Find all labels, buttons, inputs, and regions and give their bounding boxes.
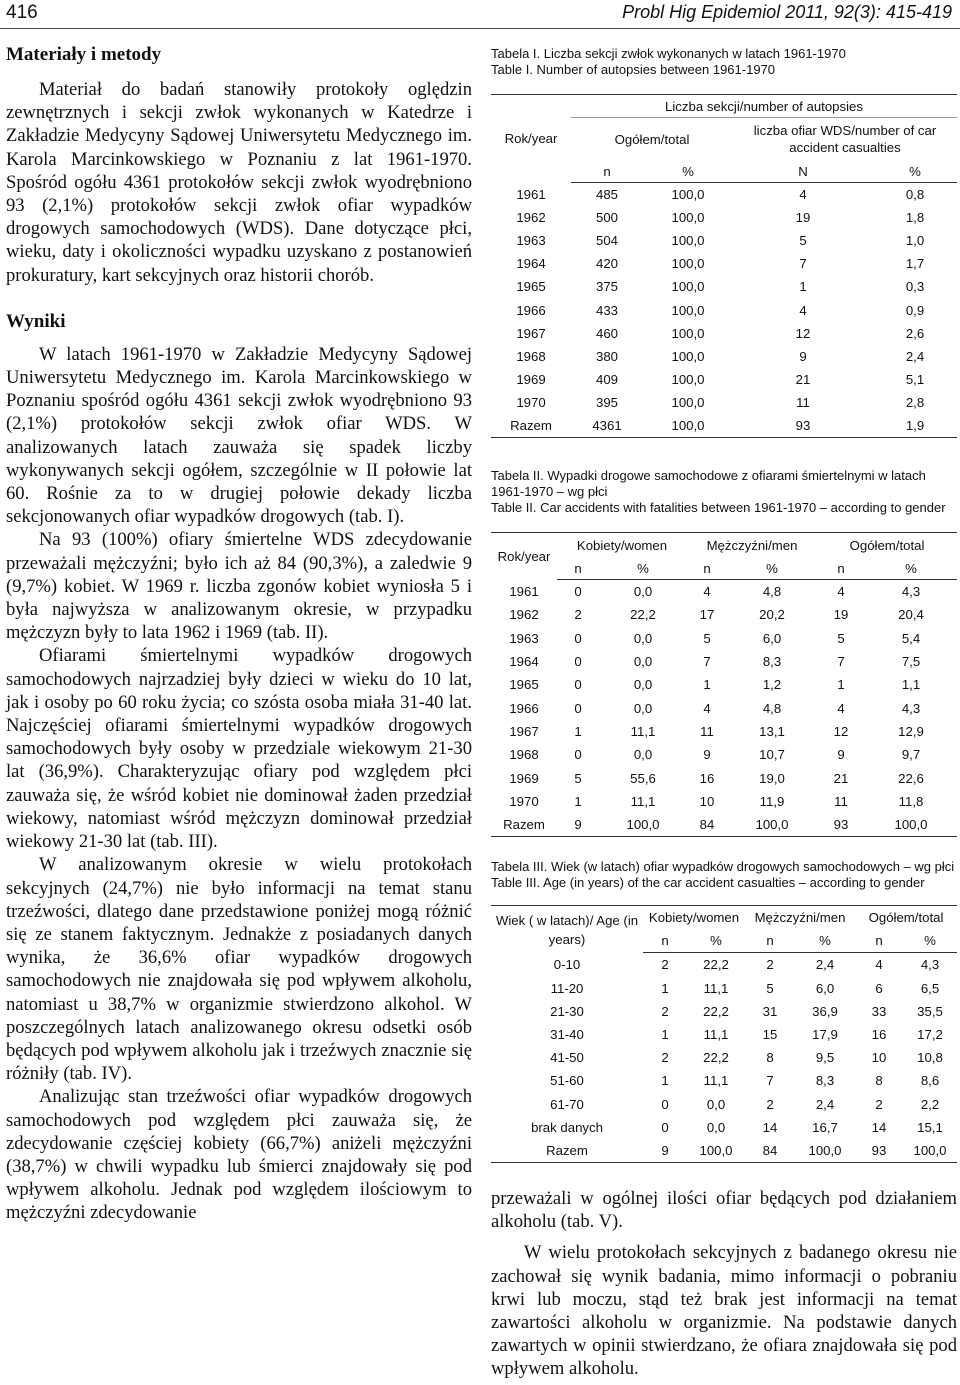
table-2-cell: 0,0	[633, 630, 653, 646]
table-3-cell: 11,1	[703, 1073, 729, 1089]
table-3-cell: 8	[875, 1073, 883, 1089]
right-paragraph-1: przeważali w ogólnej ilości ofiar będących pod działaniem alkoholu (tab. V).	[491, 1187, 957, 1233]
table-3-cell: 6,5	[920, 980, 940, 996]
right-paragraph-2: W wielu protokołach sekcyjnych z badanego okresu nie zachował się wynik badania, mimo informacji o pobraniu krwi lub moczu, stąd też brak jest informacji na temat zawartości alkoholu w organizmie. Na podstawie danych zawartych w opinii stwierdzano, że ofiara znajdowała się pod wpływem alkoholu.	[491, 1242, 957, 1380]
table-3-cell: 1	[661, 1073, 669, 1089]
table-2-cell: 11,1	[630, 723, 656, 739]
table-3-cell: 9,5	[815, 1050, 835, 1066]
table-1-row	[491, 206, 957, 229]
table-1-cell: 11	[796, 394, 810, 410]
table-3-cell: 1	[661, 1026, 669, 1042]
table-3-cell: 0	[661, 1119, 669, 1135]
table-3-cell: 2	[661, 1003, 669, 1019]
table-2-cell: 10,7	[759, 747, 785, 763]
table-2-cell: 4	[837, 700, 845, 716]
table-3-cell: 2,2	[920, 1096, 940, 1112]
page-header	[0, 0, 960, 28]
table-2-cell: 21	[833, 770, 849, 786]
table-3-subheader: n	[643, 928, 687, 953]
header-rule	[0, 28, 960, 29]
table-2-cell: 0,0	[633, 747, 653, 763]
table-3-header-age: Wiek ( w latach)/ Age (in years)	[491, 906, 643, 953]
table-3-cell: 93	[855, 1139, 903, 1163]
results-paragraph-5: Analizując stan trzeźwości ofiar wypadków drogowych samochodowych pod względem płci zauważa się, że zdecydowanie częściej kobiety (66,7%) aniżeli mężczyźni (38,7%) w chwili wypadku lub śmierci znajdowały się pod wpływem alkoholu. Jednak pod względem ilościowym to mężczyźni zdecydowanie	[6, 1086, 472, 1224]
table-1-cell: 1962	[516, 210, 546, 226]
table-2-cell: 1962	[509, 607, 539, 623]
table-3-cell: 0,0	[706, 1096, 726, 1112]
table-3-cell: 6,0	[815, 980, 835, 996]
table-3-cell: Razem	[491, 1139, 643, 1163]
table-2-cell: 0	[574, 747, 582, 763]
table-3-cell: 14	[762, 1119, 778, 1135]
table-1-cell: 1967	[516, 325, 546, 341]
table-3-cell: 84	[745, 1139, 795, 1163]
table-1-cell: 100,0	[671, 279, 705, 295]
table-2-cell: 0	[574, 584, 582, 600]
table-1-cell: 1,8	[905, 210, 925, 226]
table-3-cell: 33	[871, 1003, 887, 1019]
table-3-cell: 8,3	[815, 1073, 835, 1089]
table-2-header-year: Rok/year	[491, 533, 557, 580]
table-2-cell: 2	[574, 607, 582, 623]
table-3-cell: 7	[766, 1073, 774, 1089]
table-2-cell: 93	[817, 813, 865, 837]
table-2-cell: 4,8	[762, 584, 782, 600]
table-2-cell: 1965	[509, 677, 539, 693]
page-number: 416	[6, 2, 38, 23]
table-3-cell: 11,1	[703, 980, 729, 996]
table-1-cell: 2,8	[905, 394, 925, 410]
table-2-row	[491, 743, 957, 766]
table-3-cell: 2,4	[815, 1096, 835, 1112]
table-1-cell: 100,0	[643, 414, 733, 438]
table-3-cell: 9	[643, 1139, 687, 1163]
table-3-cell: 15,1	[917, 1119, 943, 1135]
table-3-cell: 22,2	[703, 1050, 729, 1066]
results-paragraph-1: W latach 1961-1970 w Zakładzie Medycyny Sądowej Uniwersytetu Medycznego im. Karola Marcinkowskiego w Poznaniu spośród ogółu 4361 sekcji zwłok wyodrębniono 93 (2,1%) protokołów sekcji zwłok ofiar WDS. W analizowanych latach zauważa się spadek liczby wykonywanych sekcji ogółem, szczególnie w II połowie lat 60. Rośnie za to w drugiej połowie dekady liczba sekcjonowanych ofiar wypadków drogowych (tab. I).	[6, 343, 472, 528]
table-2-cell: 5,4	[901, 630, 921, 646]
table-1-cell: 5	[799, 233, 807, 249]
table-2-cell: 7	[837, 654, 845, 670]
table-3-cell: 100,0	[795, 1139, 855, 1163]
table-2-cell: 9	[837, 747, 845, 763]
table-3-cell: 10,8	[917, 1050, 943, 1066]
table-3-cell: 5	[766, 980, 774, 996]
table-2-cell: 1968	[509, 747, 539, 763]
table-3-cell: 14	[871, 1119, 887, 1135]
table-1-cell: 7	[799, 256, 807, 272]
results-paragraph-2: Na 93 (100%) ofiary śmiertelne WDS zdecydowanie przeważali mężczyźni; było ich aż 84 (90,3%), a zaledwie 9 (9,7%) kobiet. W 1969 r. liczba zgonów kobiet wyniosła 5 i była najwyższa w analizowanym okresie, w przypadku mężczyzn były to lata 1962 i 1969 (tab. II).	[6, 529, 472, 644]
table-1-cell: 460	[595, 325, 618, 341]
table-1-caption	[491, 46, 957, 78]
table-1-cell: 9	[799, 348, 807, 364]
table-3-row	[491, 953, 957, 977]
table-1-cell: 1970	[516, 394, 546, 410]
table-3-cell: 2	[661, 957, 669, 973]
table-2-cell: 1,1	[901, 677, 921, 693]
table-2-subheader: %	[727, 557, 817, 580]
table-3-header-women: Kobiety/women	[643, 906, 745, 929]
table-3-cell: brak danych	[531, 1119, 603, 1135]
table-3-cell: 17,2	[917, 1026, 943, 1042]
table-3	[491, 905, 957, 1163]
table-3-cell: 8,6	[920, 1073, 940, 1089]
table-3-subheader: %	[795, 928, 855, 953]
table-2-cell: 84	[687, 813, 727, 837]
methods-heading: Materiały i metody	[6, 44, 162, 65]
table-1-header-year: Rok/year	[491, 95, 571, 183]
table-1-cell: 1965	[516, 279, 546, 295]
table-1-cell: 93	[733, 414, 873, 438]
table-3-caption-pl: Tabela III. Wiek (w latach) ofiar wypadków drogowych samochodowych – wg płci	[491, 859, 955, 875]
table-1-cell: 409	[595, 371, 618, 387]
right-text	[491, 1187, 957, 1381]
table-1-cell: 2,4	[905, 348, 925, 364]
table-2-cell: 4	[703, 700, 711, 716]
table-3-cell: 21-30	[550, 1003, 584, 1019]
table-1-subheader: n	[571, 160, 643, 183]
table-3-cell: 11-20	[550, 980, 584, 996]
table-2-cell: 7,5	[901, 654, 921, 670]
table-2-cell: 7	[703, 654, 711, 670]
table-2-cell: 0	[574, 677, 582, 693]
table-3-cell: 0	[661, 1096, 669, 1112]
table-2-cell: 4,8	[762, 700, 782, 716]
table-1-row	[491, 414, 957, 438]
table-3-cell: 4,3	[920, 957, 940, 973]
table-1-cell: 19	[795, 210, 811, 226]
table-2-cell: 0	[574, 700, 582, 716]
table-3-cell: 16	[871, 1026, 887, 1042]
table-2-cell: 1	[574, 723, 582, 739]
table-3-caption-en: Table III. Age (in years) of the car accident casualties – according to gender	[491, 875, 925, 891]
table-2-cell: 1961	[509, 583, 539, 599]
table-1-cell: 4	[799, 187, 807, 203]
right-column	[491, 46, 957, 1381]
table-2-cell: 55,6	[630, 770, 656, 786]
table-3-cell: 2	[875, 1096, 883, 1112]
table-1-cell: 100,0	[671, 210, 705, 226]
table-1-row	[491, 229, 957, 252]
table-1-cell: 0,9	[905, 302, 925, 318]
table-1-cell: 1961	[516, 186, 546, 202]
table-1-cell: 504	[595, 233, 618, 249]
table-2-header-men: Mężczyźni/men	[687, 533, 817, 558]
table-3-row	[491, 1069, 957, 1092]
table-2-row	[491, 673, 957, 696]
table-3-cell: 100,0	[903, 1139, 957, 1163]
table-2-cell: 4,3	[901, 700, 921, 716]
table-3-cell: 41-50	[550, 1050, 584, 1066]
table-3-cell: 17,9	[812, 1026, 838, 1042]
table-2	[491, 532, 957, 837]
table-1-header-total: Ogółem/total	[614, 131, 690, 147]
table-2-cell: 0	[574, 654, 582, 670]
table-3-row	[491, 1139, 957, 1163]
table-2-cell: 5	[703, 630, 711, 646]
table-1-cell: 1,7	[905, 256, 925, 272]
table-3-row	[491, 1116, 957, 1139]
table-3-subheader: %	[903, 928, 957, 953]
table-1-subheader: %	[643, 160, 733, 183]
table-1-cell: 100,0	[671, 371, 705, 387]
table-1-cell: 420	[595, 256, 618, 272]
table-2-cell: 9	[703, 747, 711, 763]
table-2-row	[491, 720, 957, 743]
table-2-cell: 1970	[509, 793, 539, 809]
table-3-cell: 4	[875, 957, 883, 973]
table-3-cell: 2	[661, 1050, 669, 1066]
table-2-cell: 0,0	[633, 654, 653, 670]
table-2-cell: 1	[837, 677, 845, 693]
table-1-caption-pl: Tabela I. Liczba sekcji zwłok wykonanych w latach 1961-1970	[491, 46, 846, 61]
table-3-cell: 51-60	[550, 1073, 584, 1089]
table-1-subheader: N	[733, 160, 873, 183]
table-2-caption-en: Table II. Car accidents with fatalities between 1961-1970 – according to gender	[491, 500, 946, 516]
table-2-cell: 20,2	[759, 607, 785, 623]
table-2-caption-pl: Tabela II. Wypadki drogowe samochodowe z ofiarami śmiertelnymi w latach 1961-1970 – wg płci	[491, 468, 926, 500]
table-1-cell: 380	[595, 348, 618, 364]
table-1-cell: 1963	[516, 233, 546, 249]
table-2-cell: 5	[837, 630, 845, 646]
table-1-row	[491, 298, 957, 321]
table-2-cell: 1969	[509, 770, 539, 786]
table-1-cell: 100,0	[671, 348, 705, 364]
table-1-header-wds: liczba ofiar WDS/number of car accident casualties	[753, 123, 937, 155]
table-3-cell: 11,1	[703, 1026, 729, 1042]
table-1-row	[491, 345, 957, 368]
table-2-subheader: %	[865, 557, 957, 580]
table-1-cell: Razem	[491, 414, 571, 438]
table-3-cell: 2,4	[815, 957, 835, 973]
table-1-row	[491, 275, 957, 298]
table-2-header-women: Kobiety/women	[557, 533, 687, 558]
table-3-cell: 36,9	[812, 1003, 838, 1019]
table-3-cell: 61-70	[550, 1096, 584, 1112]
table-2-cell: 100,0	[599, 813, 687, 837]
table-2-cell: 0,0	[633, 700, 653, 716]
table-1-cell: 100,0	[671, 187, 705, 203]
table-1-cell: 1966	[516, 302, 546, 318]
table-1-cell: 500	[595, 210, 618, 226]
table-3-row	[491, 1046, 957, 1069]
methods-paragraph: Materiał do badań stanowiły protokoły oględzin zewnętrznych i sekcji zwłok wykonanych w Katedrze i Zakładzie Medycyny Sądowej Uniwersytetu Medycznego im. Karola Marcinkowskiego w Poznaniu z lat 1961-1970. Spośród ogółu 4361 protokołów sekcji zwłok wyodrębniono 93 (2,1%) protokołów sekcji zwłok ofiar wypadków drogowych samochodowych (WDS). Dane dotyczące płci, wieku, daty i okoliczności wypadku uzyskano z postanowień prokuratury, kart sekcyjnych oraz historii chorób.	[6, 79, 472, 286]
results-heading: Wyniki	[6, 310, 66, 332]
table-2-row	[491, 580, 957, 604]
table-3-subheader: %	[687, 928, 745, 953]
table-1-cell: 1964	[516, 256, 546, 272]
table-3-row	[491, 1092, 957, 1115]
table-2-cell: 9,7	[901, 747, 921, 763]
results-paragraph-4: W analizowanym okresie w wielu protokołach sekcyjnych (24,7%) nie było informacji na temat stanu trzeźwości, dlatego dane przedstawione poniżej mogą różnić się ze stanem faktycznym. Jednakże z posiadanych danych wynika, że 36,6% ofiar wypadków drogowych samochodowych nie znajdowała się pod wpływem alkoholu, natomiast u 38,7% w organizmie stwierdzono alkohol. W poszczególnych latach analizowanego okresu odsetki osób będących pod wpływem alkoholu jak i trzeźwych znacznie się różniły (tab. IV).	[6, 854, 472, 1085]
table-3-cell: 8	[766, 1050, 774, 1066]
table-2-cell: 22,2	[630, 607, 656, 623]
table-2-cell: 8,3	[762, 654, 782, 670]
table-2-cell: 11,9	[759, 793, 785, 809]
table-1-cell: 12	[795, 325, 811, 341]
table-2-subheader: %	[599, 557, 687, 580]
table-3-caption	[491, 859, 957, 891]
table-2-cell: 4	[837, 584, 845, 600]
table-3-cell: 0-10	[553, 957, 581, 973]
table-3-row	[491, 1023, 957, 1046]
table-1-caption-en: Table I. Number of autopsies between 1961-1970	[491, 62, 776, 77]
results-paragraph-3: Ofiarami śmiertelnymi wypadków drogowych samochodowych najrzadziej były dzieci w wieku do 10 lat, jak i osoby po 60 roku życia; co szósta osoba miała 31-40 lat. Najczęściej ofiarami śmiertelnymi wypadków drogowych samochodowych były osoby w przedziale wiekowym 21-30 lat (36,9%). Charakteryzując ofiary pod względem płci zauważa się, że wśród kobiet nie dominował żaden przedział wiekowy, natomiast wśród mężczyzn dominował przedział wiekowy 21-30 lat (tab. III).	[6, 645, 472, 853]
table-3-cell: 100,0	[687, 1139, 745, 1163]
table-2-row	[491, 813, 957, 837]
table-2-header-total: Ogółem/total	[817, 533, 957, 558]
table-1-cell: 375	[595, 279, 618, 295]
table-1-cell: 100,0	[671, 302, 705, 318]
table-1-cell: 1969	[516, 371, 546, 387]
table-1-cell: 5,1	[905, 371, 925, 387]
table-2-cell: 1967	[509, 723, 539, 739]
table-2-cell: Razem	[491, 813, 557, 837]
table-1-cell: 4361	[571, 414, 643, 438]
table-1-cell: 1	[799, 279, 807, 295]
table-2-cell: 11	[700, 723, 714, 739]
table-1-row	[491, 322, 957, 345]
table-2-cell: 10	[699, 793, 715, 809]
table-2-cell: 6,0	[762, 630, 782, 646]
table-3-cell: 22,2	[703, 957, 729, 973]
table-3-cell: 6	[875, 980, 883, 996]
table-2-cell: 1	[574, 793, 582, 809]
table-2-caption	[491, 468, 957, 516]
table-3-cell: 22,2	[703, 1003, 729, 1019]
table-3-subheader: n	[745, 928, 795, 953]
table-3-header-total: Ogółem/total	[855, 906, 957, 929]
table-2-cell: 1963	[509, 630, 539, 646]
table-3-cell: 1	[661, 980, 669, 996]
table-3-cell: 10	[871, 1050, 887, 1066]
table-2-row	[491, 650, 957, 673]
table-2-cell: 0	[574, 630, 582, 646]
table-3-subheader: n	[855, 928, 903, 953]
table-2-cell: 16	[699, 770, 715, 786]
table-2-row	[491, 603, 957, 626]
table-2-cell: 11,8	[898, 793, 924, 809]
table-2-cell: 4,3	[901, 584, 921, 600]
table-2-cell: 0,0	[633, 584, 653, 600]
table-1-cell: 1968	[516, 348, 546, 364]
table-3-row	[491, 1000, 957, 1023]
table-1-cell: 100,0	[671, 325, 705, 341]
table-3-cell: 31-40	[550, 1026, 584, 1042]
table-2-row	[491, 790, 957, 813]
table-1-cell: 2,6	[905, 325, 925, 341]
left-column	[6, 44, 472, 1225]
table-3-row	[491, 976, 957, 999]
table-2-cell: 0,0	[633, 677, 653, 693]
table-1-cell: 395	[595, 394, 618, 410]
table-3-cell: 0,0	[706, 1119, 726, 1135]
table-2-subheader: n	[817, 557, 865, 580]
table-2-cell: 4	[703, 584, 711, 600]
table-2-row	[491, 627, 957, 650]
table-3-header-men: Mężczyźni/men	[745, 906, 855, 929]
table-1-row	[491, 391, 957, 414]
table-2-cell: 12	[833, 723, 849, 739]
table-2-cell: 12,9	[898, 723, 924, 739]
table-1-cell: 100,0	[671, 394, 705, 410]
table-2-cell: 1964	[509, 654, 539, 670]
journal-citation: Probl Hig Epidemiol 2011, 92(3): 415-419	[622, 2, 952, 22]
table-3-cell: 35,5	[917, 1003, 943, 1019]
table-2-cell: 11	[834, 793, 848, 809]
table-2-cell: 11,1	[630, 793, 656, 809]
table-1-cell: 1,9	[873, 414, 957, 438]
table-2-cell: 17	[699, 607, 715, 623]
table-1-cell: 433	[595, 302, 618, 318]
table-2-cell: 9	[557, 813, 599, 837]
table-1-row	[491, 368, 957, 391]
table-1-cell: 4	[799, 302, 807, 318]
table-2-subheader: n	[687, 557, 727, 580]
table-2-cell: 5	[574, 770, 582, 786]
table-1-cell: 0,3	[905, 279, 925, 295]
table-1-cell: 21	[795, 371, 811, 387]
table-1-row	[491, 252, 957, 275]
table-2-cell: 1,2	[762, 677, 782, 693]
table-1	[491, 94, 957, 438]
table-1-row	[491, 183, 957, 207]
table-2-subheader: n	[557, 557, 599, 580]
table-2-cell: 1966	[509, 700, 539, 716]
table-1-cell: 0,8	[905, 187, 925, 203]
table-2-cell: 1	[703, 677, 711, 693]
table-3-cell: 16,7	[812, 1119, 838, 1135]
table-2-cell: 13,1	[759, 723, 785, 739]
table-2-cell: 20,4	[898, 607, 924, 623]
table-3-cell: 2	[766, 1096, 774, 1112]
table-3-cell: 2	[766, 957, 774, 973]
table-1-cell: 100,0	[671, 233, 705, 249]
table-2-cell: 100,0	[865, 813, 957, 837]
table-2-cell: 22,6	[898, 770, 924, 786]
table-1-cell: 1,0	[905, 233, 925, 249]
table-3-cell: 15	[762, 1026, 778, 1042]
table-3-cell: 31	[762, 1003, 778, 1019]
table-2-row	[491, 697, 957, 720]
table-1-cell: 485	[595, 187, 618, 203]
table-1-cell: 100,0	[671, 256, 705, 272]
table-1-header-group: Liczba sekcji/number of autopsies	[571, 95, 957, 118]
table-2-cell: 19,0	[759, 770, 785, 786]
table-2-row	[491, 766, 957, 789]
table-2-cell: 19	[833, 607, 849, 623]
table-2-cell: 100,0	[727, 813, 817, 837]
table-1-subheader: %	[873, 160, 957, 183]
